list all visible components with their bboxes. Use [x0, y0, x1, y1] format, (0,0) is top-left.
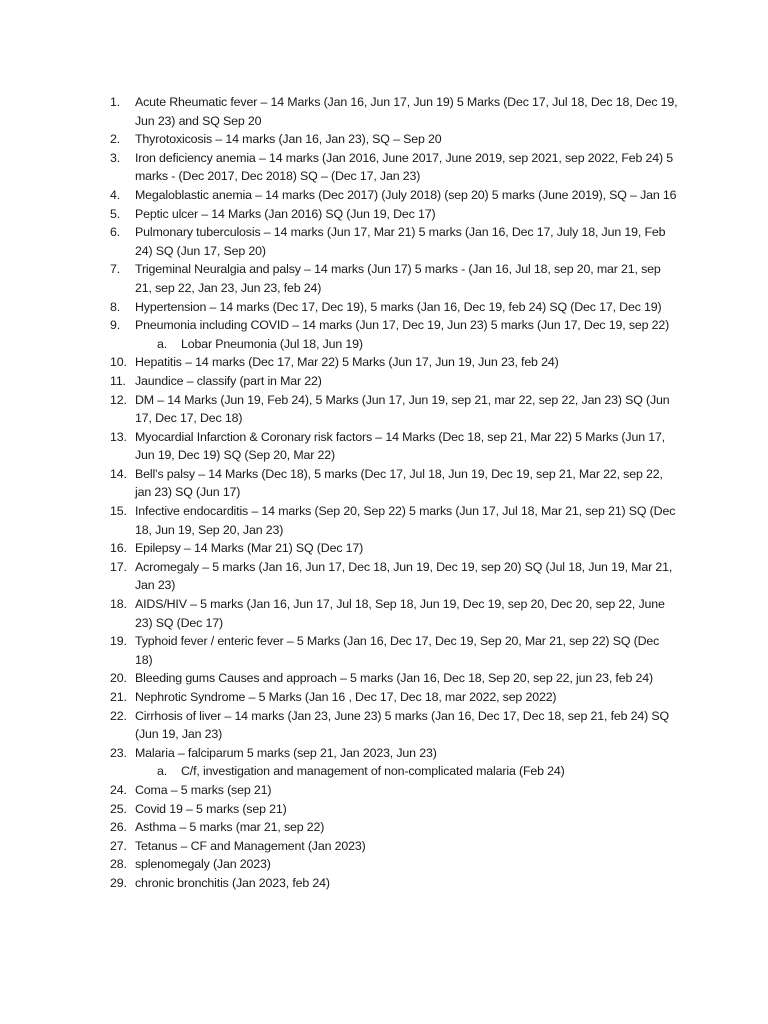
item-text: Peptic ulcer – 14 Marks (Jan 2016) SQ (Jun 19, Dec 17): [135, 206, 436, 221]
list-item: [110, 298, 678, 317]
list-item: [110, 130, 678, 149]
item-number: 26.: [110, 820, 127, 835]
list-item: [110, 800, 678, 819]
item-number: 24.: [110, 782, 127, 797]
item-number: 1.: [110, 95, 121, 109]
item-number: 2.: [110, 132, 121, 147]
list-item: [110, 874, 678, 893]
item-number: 28.: [110, 857, 127, 872]
list-item: [110, 93, 678, 130]
item-text: Coma – 5 marks (sep 21): [135, 782, 272, 797]
list-item: [110, 260, 678, 297]
item-text: Myocardial Infarction & Coronary risk factors – 14 Marks (Dec 18, sep 21, Mar 22) 5 Marks (Jun 17, Jun 19, Dec 19) SQ (Sep 20, Mar 22): [135, 429, 666, 463]
item-number: 18.: [110, 597, 127, 612]
item-number: 25.: [110, 801, 127, 816]
item-text: Typhoid fever / enteric fever – 5 Marks (Jan 16, Dec 17, Dec 19, Sep 20, Mar 21, sep 22) SQ (Dec 18): [135, 634, 660, 667]
list-item: [110, 595, 678, 632]
list-item: [110, 428, 678, 465]
sub-list-item: [110, 762, 678, 781]
item-text: Acute Rheumatic fever – 14 Marks (Jan 16, Jun 17, Jun 19) 5 Marks (Dec 17, Jul 18, Dec 18, Dec 19, Jun 23) and SQ Sep 20: [135, 95, 678, 128]
item-text: Iron deficiency anemia – 14 marks (Jan 2016, June 2017, June 2019, sep 2021, sep 2022, Feb 24) 5 marks - (Dec 2017, Dec 2018) SQ – (Dec 17, Jan 23): [135, 150, 674, 184]
item-number: 6.: [110, 225, 121, 240]
list-item: [110, 465, 678, 502]
item-number: 10.: [110, 355, 127, 370]
item-text: AIDS/HIV – 5 marks (Jan 16, Jun 17, Jul 18, Sep 18, Jun 19, Dec 19, sep 20, Dec 20, sep 22, June 23) SQ (Dec 17): [135, 597, 665, 630]
list-item: [110, 837, 678, 856]
item-text: Hepatitis – 14 marks (Dec 17, Mar 22) 5 Marks (Jun 17, Jun 19, Jun 23, feb 24): [135, 355, 559, 370]
item-text: Jaundice – classify (part in Mar 22): [135, 373, 322, 388]
item-text: Malaria – falciparum 5 marks (sep 21, Jan 2023, Jun 23): [135, 745, 437, 760]
topic-list: [110, 93, 678, 893]
list-item: [110, 669, 678, 688]
sub-item-letter: a.: [157, 336, 168, 351]
item-text: Pulmonary tuberculosis – 14 marks (Jun 17, Mar 21) 5 marks (Jan 16, Dec 17, July 18, Jun 19, Feb 24) SQ (Jun 17, Sep 20): [135, 225, 666, 258]
item-number: 16.: [110, 541, 127, 556]
item-text: Trigeminal Neuralgia and palsy – 14 marks (Jun 17) 5 marks - (Jan 16, Jul 18, sep 20, mar 21, sep 21, sep 22, Jan 23, Jun 23, feb 24): [135, 262, 661, 295]
item-text: Infective endocarditis – 14 marks (Sep 20, Sep 22) 5 marks (Jun 17, Jul 18, Mar 21, sep 21) SQ (Dec 18, Jun 19, Sep 20, Jan 23): [135, 504, 676, 537]
item-text: Bleeding gums Causes and approach – 5 marks (Jan 16, Dec 18, Sep 20, sep 22, jun 23, feb 24): [135, 671, 653, 686]
item-number: 4.: [110, 187, 121, 202]
item-number: 19.: [110, 634, 127, 649]
list-item: [110, 539, 678, 558]
list-item: [110, 186, 678, 205]
list-item: [110, 558, 678, 595]
item-text: Nephrotic Syndrome – 5 Marks (Jan 16 , Dec 17, Dec 18, mar 2022, sep 2022): [135, 690, 557, 704]
item-number: 8.: [110, 299, 121, 314]
item-text: Epilepsy – 14 Marks (Mar 21) SQ (Dec 17): [135, 541, 364, 556]
item-number: 22.: [110, 708, 127, 723]
list-item: [110, 353, 678, 372]
item-number: 9.: [110, 318, 121, 333]
sub-item-text: Lobar Pneumonia (Jul 18, Jun 19): [181, 336, 363, 351]
item-number: 11.: [110, 373, 126, 388]
item-number: 23.: [110, 745, 127, 760]
list-item: [110, 502, 678, 539]
sub-item-text: C/f, investigation and management of non-complicated malaria (Feb 24): [181, 764, 565, 779]
item-text: Covid 19 – 5 marks (sep 21): [135, 801, 287, 816]
list-item: [110, 707, 678, 744]
item-number: 20.: [110, 671, 127, 686]
item-text: Pneumonia including COVID – 14 marks (Jun 17, Dec 19, Jun 23) 5 marks (Jun 17, Dec 19, sep 22): [135, 318, 670, 333]
item-text: Cirrhosis of liver – 14 marks (Jan 23, June 23) 5 marks (Jan 16, Dec 17, Dec 18, sep 21, feb 24) SQ (Jun 19, Jan 23): [135, 708, 670, 742]
sub-item-letter: a.: [157, 764, 168, 779]
item-number: 3.: [110, 150, 121, 165]
list-item: [110, 818, 678, 837]
item-text: Acromegaly – 5 marks (Jan 16, Jun 17, Dec 18, Jun 19, Dec 19, sep 20) SQ (Jul 18, Jun 19, Mar 21, Jan 23): [135, 559, 673, 593]
item-text: Bell’s palsy – 14 Marks (Dec 18), 5 marks (Dec 17, Jul 18, Jun 19, Dec 19, sep 21, Mar 22, sep 22, jan 23) SQ (Jun 17): [135, 466, 663, 500]
list-item: [110, 781, 678, 800]
item-text: Asthma – 5 marks (mar 21, sep 22): [135, 820, 325, 835]
item-text: DM – 14 Marks (Jun 19, Feb 24), 5 Marks (Jun 17, Jun 19, sep 21, mar 22, sep 22, Jan 23) SQ (Jun 17, Dec 17, Dec 18): [135, 392, 670, 426]
item-text: Megaloblastic anemia – 14 marks (Dec 2017) (July 2018) (sep 20) 5 marks (June 2019), SQ – Jan 16: [135, 187, 677, 202]
item-number: 5.: [110, 206, 121, 221]
item-number: 15.: [110, 504, 127, 519]
list-item: [110, 223, 678, 260]
item-number: 27.: [110, 838, 127, 853]
item-number: 7.: [110, 262, 121, 277]
list-item: [110, 316, 678, 335]
item-number: 29.: [110, 875, 127, 890]
item-text: splenomegaly (Jan 2023): [135, 857, 271, 872]
item-text: chronic bronchitis (Jan 2023, feb 24): [135, 875, 330, 890]
list-item: [110, 149, 678, 186]
item-number: 21.: [110, 690, 127, 704]
sub-list-item: [110, 335, 678, 354]
list-item: [110, 855, 678, 874]
item-text: Thyrotoxicosis – 14 marks (Jan 16, Jan 23), SQ – Sep 20: [135, 132, 442, 147]
item-number: 17.: [110, 559, 127, 574]
item-text: Hypertension – 14 marks (Dec 17, Dec 19), 5 marks (Jan 16, Dec 19, feb 24) SQ (Dec 17, Dec 19): [135, 299, 662, 314]
list-item: [110, 688, 678, 707]
list-item: [110, 391, 678, 428]
list-item: [110, 205, 678, 224]
item-number: 14.: [110, 466, 127, 481]
list-item: [110, 632, 678, 669]
list-item: [110, 372, 678, 391]
list-item: [110, 744, 678, 763]
item-text: Tetanus – CF and Management (Jan 2023): [135, 838, 366, 853]
item-number: 13.: [110, 429, 127, 444]
item-number: 12.: [110, 392, 127, 407]
